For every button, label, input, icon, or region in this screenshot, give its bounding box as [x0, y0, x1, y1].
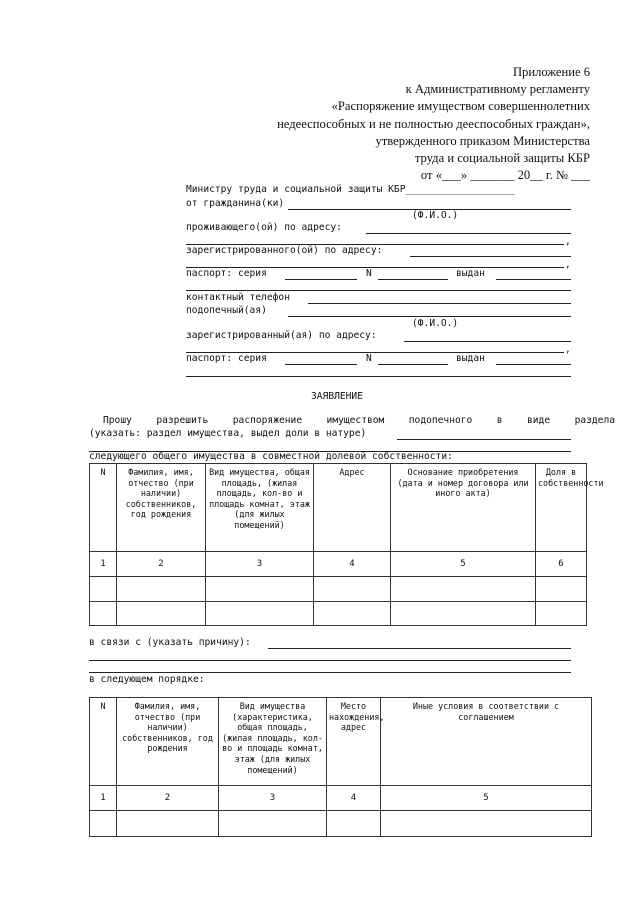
column-number: 2	[117, 552, 206, 577]
phone-label: контактный телефон	[186, 292, 290, 303]
residing-label: проживающего(ой) по адресу:	[186, 222, 342, 233]
ward-registered-label: зарегистрированный(ая) по адресу:	[186, 330, 377, 341]
header-line: недееспособных и не полностью дееспособных граждан»,	[277, 116, 590, 131]
statement-word: раздела	[574, 415, 615, 426]
passport-series-label: паспорт: серия	[186, 268, 267, 279]
column-header: Фамилия, имя, отчество (при наличии) собственников, год рождения	[117, 698, 219, 786]
ward-passport-number-label: N	[366, 353, 372, 364]
column-number: 1	[90, 786, 117, 811]
column-header: Вид имущества (характеристика, общая площадь, (жилая площадь, кол-во и площадь комнат, этаж (для жилых помещений)	[219, 698, 327, 786]
phone-field[interactable]	[308, 303, 571, 304]
column-number: 5	[381, 786, 592, 811]
table-cell[interactable]	[90, 811, 117, 837]
division-type-field[interactable]	[397, 439, 571, 440]
table-cell[interactable]	[117, 602, 206, 626]
ward-passport-series-field[interactable]	[285, 364, 357, 365]
column-header: N	[90, 698, 117, 786]
column-number: 4	[327, 786, 381, 811]
table-number-row	[90, 552, 587, 577]
column-number: 1	[90, 552, 117, 577]
table-cell[interactable]	[327, 811, 381, 837]
column-number: 3	[206, 552, 314, 577]
ward-name-line[interactable]	[288, 316, 571, 317]
fio-hint: (Ф.И.О.)	[412, 318, 459, 329]
table-cell[interactable]	[536, 602, 587, 626]
column-number: 6	[536, 552, 587, 577]
property-table	[89, 463, 604, 626]
column-number: 5	[391, 552, 536, 577]
table-number-row	[90, 786, 592, 811]
table-cell[interactable]	[90, 577, 117, 602]
column-header: Место нахождения, адрес	[327, 698, 381, 786]
header-line: Приложение 6	[512, 65, 590, 79]
comma: ,	[565, 236, 571, 247]
registered-address-line[interactable]	[410, 256, 571, 257]
statement-word: разрешить	[156, 415, 209, 426]
table-cell[interactable]	[536, 577, 587, 602]
reason-label: в связи с (указать причину):	[89, 637, 251, 648]
table-cell[interactable]	[391, 577, 536, 602]
comma: ,	[565, 344, 571, 355]
ward-passport-issued-field-2[interactable]	[186, 376, 571, 377]
reason-field[interactable]	[268, 648, 571, 649]
passport-series-field[interactable]	[285, 279, 357, 280]
ward-passport-number-field[interactable]	[378, 364, 448, 365]
statement-word: в	[496, 415, 503, 426]
column-header: Фамилия, имя, отчество (при наличии) собственников, год рождения	[117, 464, 206, 552]
column-header: Адрес	[314, 464, 391, 552]
passport-issued-label: выдан	[456, 268, 485, 279]
appendix-header	[277, 64, 590, 184]
ward-passport-issued-field[interactable]	[496, 364, 571, 365]
table-cell[interactable]	[391, 602, 536, 626]
ward-passport-issued-label: выдан	[456, 353, 485, 364]
statement-word: подопечного	[408, 415, 473, 426]
table-header-row	[90, 464, 587, 552]
ward-address-line[interactable]	[404, 341, 571, 342]
table-cell[interactable]	[90, 602, 117, 626]
table-row[interactable]	[90, 602, 587, 626]
ward-passport-series-label: паспорт: серия	[186, 353, 267, 364]
column-header: Вид имущества, общая площадь, (жилая площадь, кол-во и площадь комнат, этаж (для жилых помещений)	[206, 464, 314, 552]
column-number: 4	[314, 552, 391, 577]
header-line: «Распоряжение имуществом совершеннолетних	[331, 99, 590, 114]
statement-word: распоряжение	[232, 415, 303, 426]
passport-number-label: N	[366, 268, 372, 279]
header-line: труда и социальной защиты КБР	[414, 151, 590, 166]
table-cell[interactable]	[314, 577, 391, 602]
table-cell[interactable]	[381, 811, 592, 837]
statement-word: Прошу	[103, 415, 132, 426]
table-row[interactable]	[90, 811, 592, 837]
column-header: N	[90, 464, 117, 552]
statement-line-1	[103, 415, 615, 426]
column-header: Доля в собственности	[536, 464, 587, 552]
division-order-table	[89, 697, 592, 837]
header-line: от «___» _______ 20__ г. № ___	[420, 168, 590, 183]
table-cell[interactable]	[219, 811, 327, 837]
table-cell[interactable]	[314, 602, 391, 626]
table-cell[interactable]	[206, 577, 314, 602]
passport-issued-field-2[interactable]	[186, 290, 571, 291]
table-cell[interactable]	[117, 577, 206, 602]
ward-label: подопечный(ая)	[186, 305, 267, 316]
statement-line-2: (указать: раздел имущества, выдел доли в натуре)	[89, 428, 367, 439]
column-number: 3	[219, 786, 327, 811]
reason-field-3[interactable]	[89, 672, 571, 673]
residing-address-line[interactable]	[366, 233, 571, 234]
reason-field-2[interactable]	[89, 660, 571, 661]
statement-line-3: следующего общего имущества в совместной долевой собственности:	[89, 451, 453, 462]
table-cell[interactable]	[117, 811, 219, 837]
table-row[interactable]	[90, 577, 587, 602]
comma: ,	[565, 259, 571, 270]
from-citizen-label: от гражданина(ки)	[186, 198, 285, 209]
statement-word: имуществом	[326, 415, 385, 426]
column-header: Иные условия в соответствии с соглашением	[381, 698, 592, 786]
header-line: утвержденного приказом Министерства	[375, 133, 590, 148]
passport-issued-field[interactable]	[496, 279, 571, 280]
column-number: 2	[117, 786, 219, 811]
table-header-row	[90, 698, 592, 786]
table-cell[interactable]	[206, 602, 314, 626]
order-label: в следующем порядке:	[89, 674, 205, 685]
addressee-label: Министру труда и социальной защиты КБР___________________	[186, 184, 516, 195]
registered-label: зарегистрированного(ой) по адресу:	[186, 245, 383, 256]
statement-word: виде	[527, 415, 551, 426]
passport-number-field[interactable]	[378, 279, 448, 280]
column-header: Основание приобретения (дата и номер договора или иного акта)	[391, 464, 536, 552]
statement-title: ЗАЯВЛЕНИЕ	[311, 391, 363, 402]
header-line: к Административному регламенту	[405, 82, 590, 97]
fio-hint: (Ф.И.О.)	[412, 210, 459, 221]
